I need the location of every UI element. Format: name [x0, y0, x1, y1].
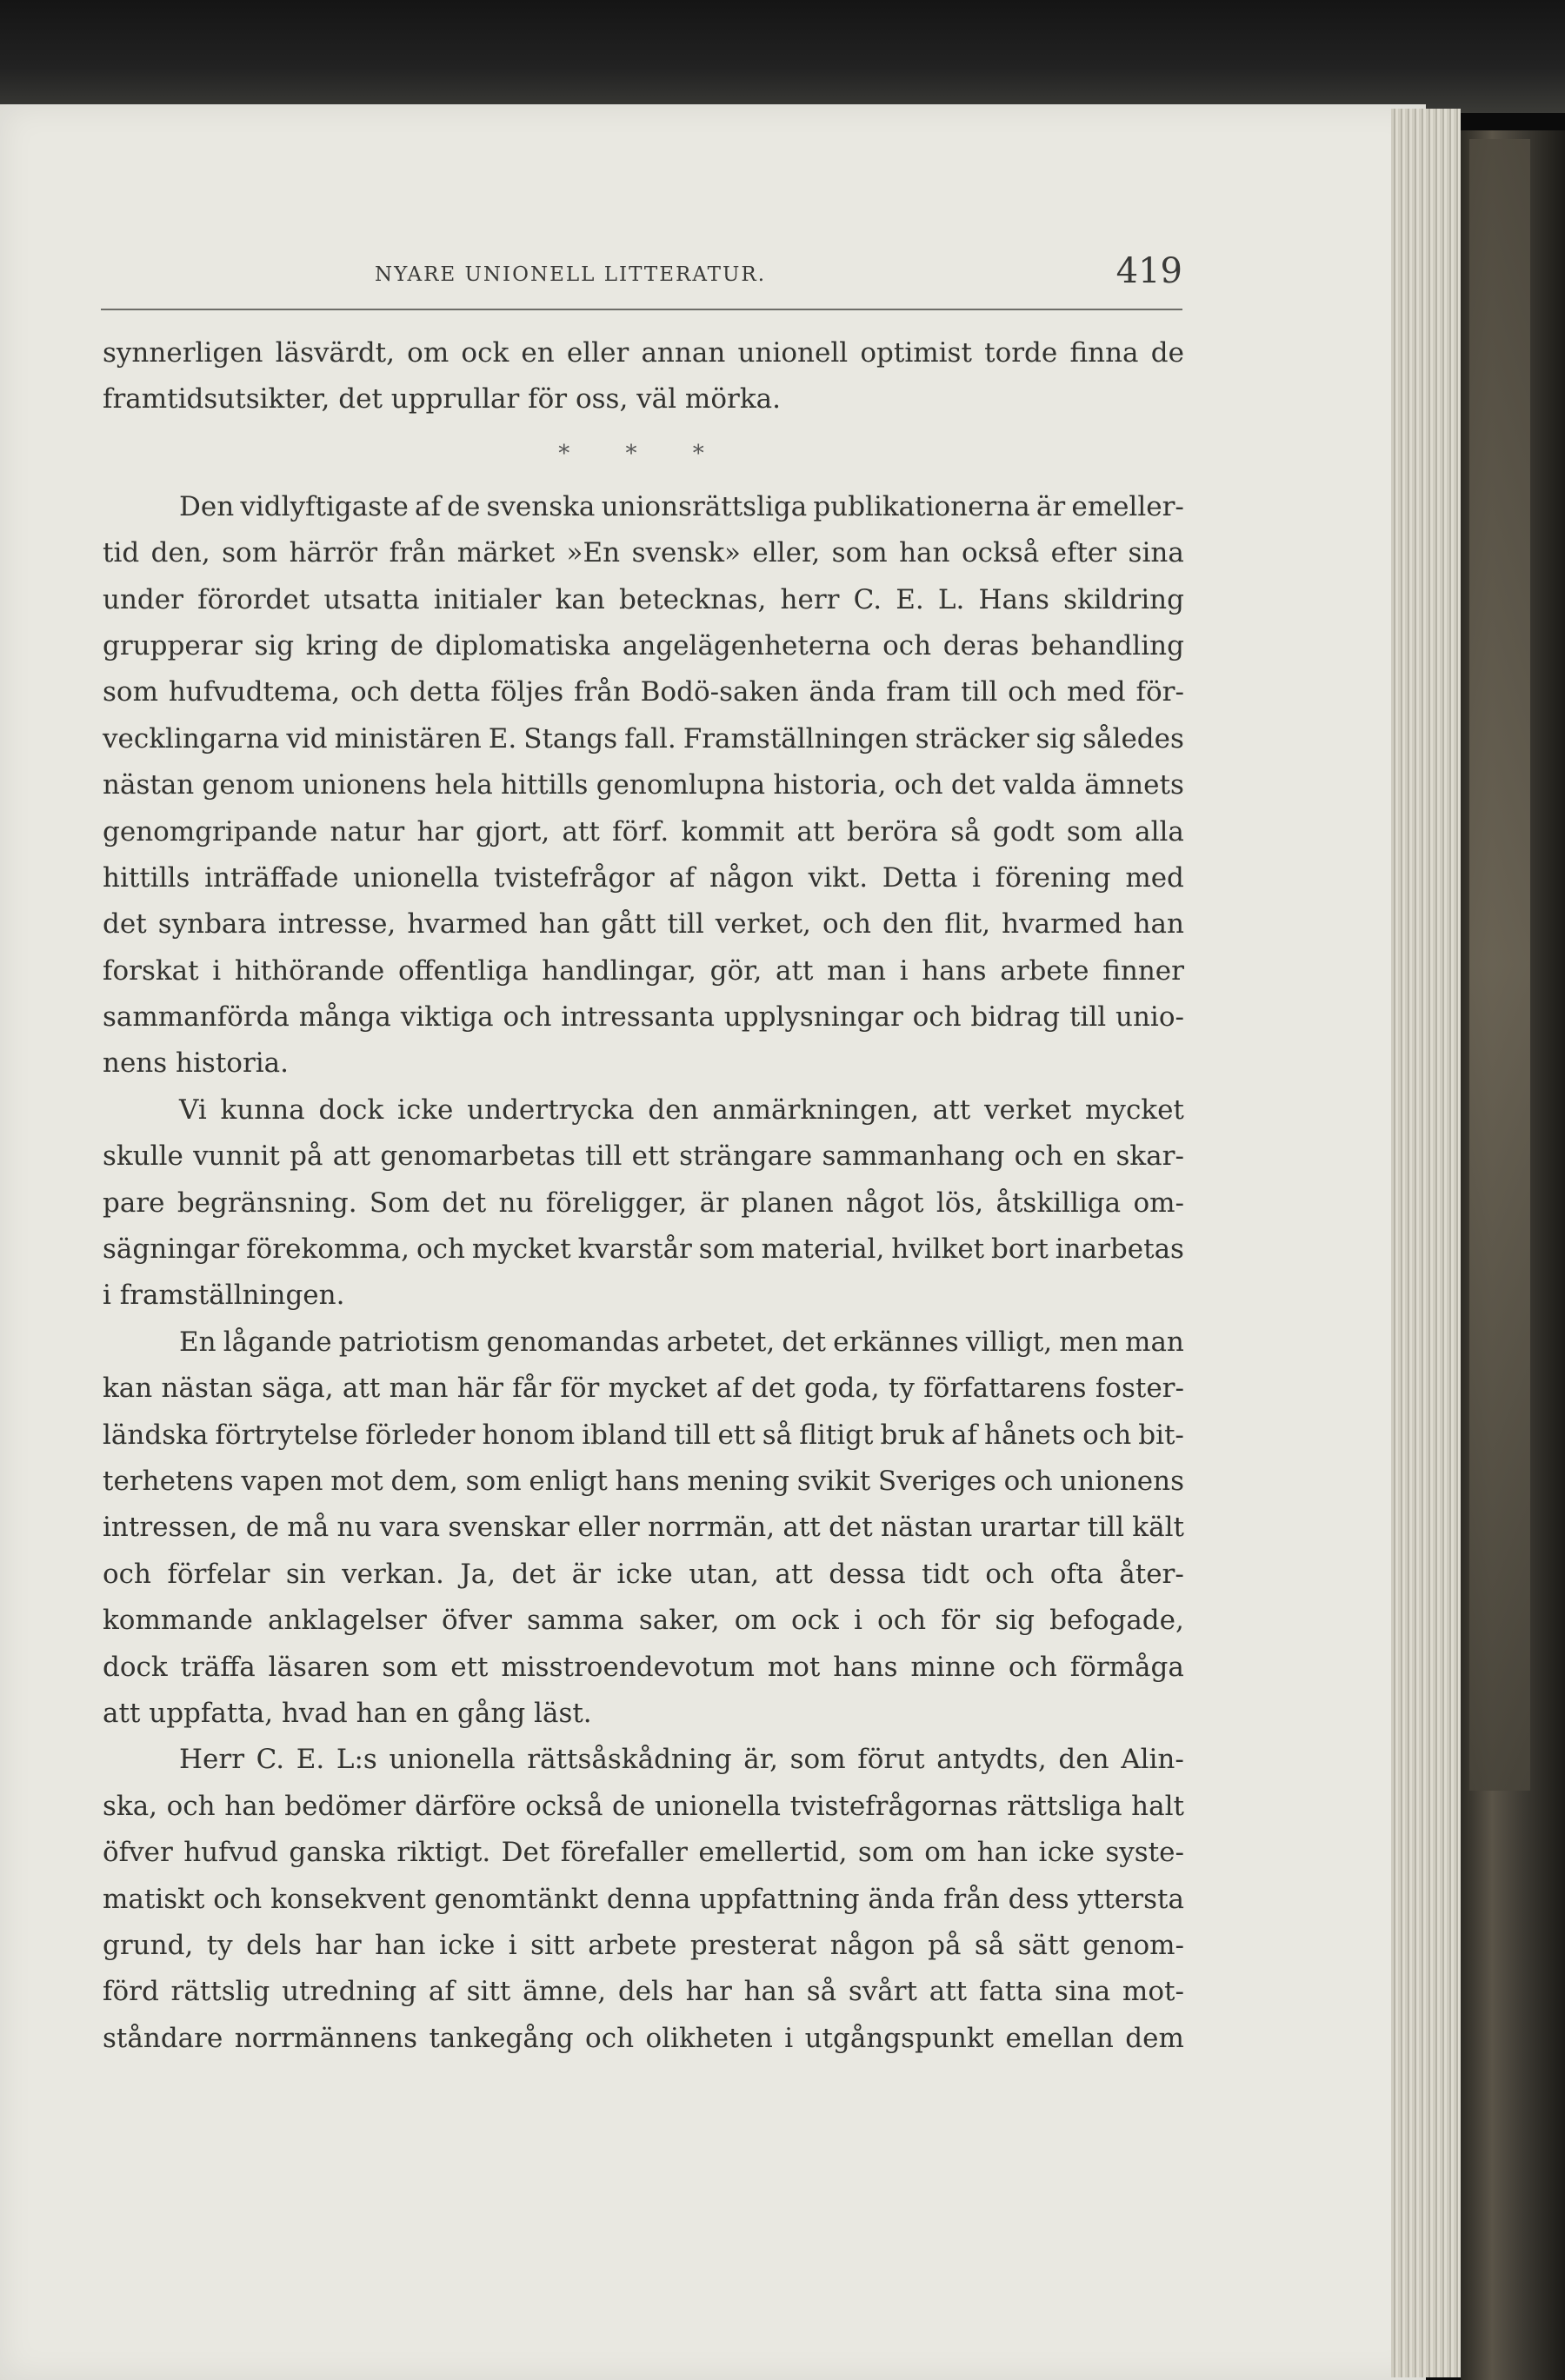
text-line: ståndare norrmännens tankegång och olikheten i utgångspunkt emellan dem	[103, 2022, 1184, 2054]
text-line: sammanförda många viktiga och intressanta upplysningar och bidrag till unio-	[103, 1001, 1184, 1034]
text-line: grund, ty dels har han icke i sitt arbete presterat någon på så sätt genom-	[103, 1929, 1184, 1961]
text-body	[103, 330, 1184, 2062]
scan-top-edge	[0, 0, 1565, 113]
text-line: forskat i hithörande offentliga handlingar, gör, att man i hans arbete finner	[103, 954, 1184, 987]
text-line: som hufvudtema, och detta följes från Bodö-saken ända fram till och med för-	[103, 676, 1184, 708]
text-line: ska, och han bedömer därföre också de unionella tvistefrågornas rättsliga halt	[103, 1790, 1184, 1822]
section-ornament: * * *	[558, 440, 729, 467]
text-line: En lågande patriotism genomandas arbetet, det erkännes villigt, men man	[179, 1326, 1184, 1358]
text-line: framtidsutsikter, det upprullar för oss, väl mörka.	[103, 383, 781, 416]
page-edges	[1391, 109, 1461, 2377]
text-line: kan nästan säga, att man här får för mycket af det goda, ty författarens foster-	[103, 1373, 1184, 1405]
page-number: 419	[1115, 251, 1182, 291]
text-line: vecklingarna vid ministären E. Stangs fall. Framställningen sträcker sig således	[103, 722, 1184, 755]
text-line: matiskt och konsekvent genomtänkt denna uppfattning ända från dess yttersta	[103, 1883, 1184, 1915]
page-header	[101, 248, 1182, 310]
text-line: intressen, de må nu vara svenskar eller norrmän, att det nästan urartar till kält	[103, 1512, 1184, 1544]
text-line: i framställningen.	[103, 1280, 345, 1312]
text-line: ländska förtrytelse förleder honom ibland till ett så flitigt bruk af hånets och bit-	[103, 1419, 1184, 1451]
text-line: pare begränsning. Som det nu föreligger, är planen något lös, åtskilliga om-	[103, 1187, 1184, 1219]
running-head: NYARE UNIONELL LITTERATUR.	[374, 263, 767, 286]
text-line: förd rättslig utredning af sitt ämne, dels har han så svårt att fatta sina mot-	[103, 1976, 1184, 2008]
text-line: synnerligen läsvärdt, om ock en eller annan unionell optimist torde finna de	[103, 337, 1184, 369]
text-line: kommande anklagelser öfver samma saker, om ock i och för sig befogade,	[103, 1605, 1184, 1637]
text-line: tid den, som härrör från märket »En svensk» eller, som han också efter sina	[103, 537, 1184, 569]
text-line: under förordet utsatta initialer kan betecknas, herr C. E. L. Hans skildring	[103, 583, 1184, 615]
text-line: Vi kunna dock icke undertrycka den anmärkningen, att verket mycket	[179, 1094, 1184, 1126]
text-line: Herr C. E. L:s unionella rättsåskådning är, som förut antydts, den Alin-	[179, 1744, 1184, 1776]
text-line: dock träffa läsaren som ett misstroendevotum mot hans minne och förmåga	[103, 1651, 1184, 1683]
text-line: nästan genom unionens hela hittills genomlupna historia, och det valda ämnets	[103, 769, 1184, 801]
text-line: Den vidlyftigaste af de svenska unionsrättsliga publikationerna är emeller-	[179, 490, 1184, 522]
binding-spine-strip	[1469, 139, 1530, 1791]
text-line: sägningar förekomma, och mycket kvarstår som material, hvilket bort inarbetas	[103, 1233, 1184, 1266]
text-line: genomgripande natur har gjort, att förf. kommit att beröra så godt som alla	[103, 815, 1184, 848]
text-line: det synbara intresse, hvarmed han gått till verket, och den flit, hvarmed han	[103, 908, 1184, 941]
text-line: hittills inträffade unionella tvistefrågor af någon vikt. Detta i förening med	[103, 861, 1184, 894]
text-line: grupperar sig kring de diplomatiska angelägenheterna och deras behandling	[103, 629, 1184, 661]
text-line: terhetens vapen mot dem, som enligt hans mening svikit Sveriges och unionens	[103, 1465, 1184, 1497]
text-line: nens historia.	[103, 1047, 290, 1080]
text-line: och förfelar sin verkan. Ja, det är icke utan, att dessa tidt och ofta åter-	[103, 1558, 1184, 1590]
text-line: att uppfatta, hvad han en gång läst.	[103, 1697, 592, 1729]
text-line: skulle vunnit på att genomarbetas till ett strängare sammanhang och en skar-	[103, 1140, 1184, 1173]
text-line: öfver hufvud ganska riktigt. Det förefaller emellertid, som om han icke syste-	[103, 1837, 1184, 1869]
